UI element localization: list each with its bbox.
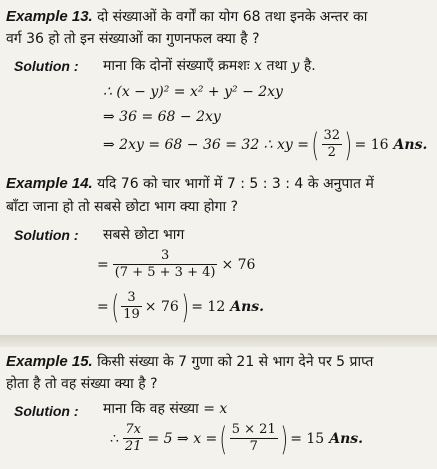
example-15-assumption	[103, 400, 227, 418]
example-15-answer-mark: Ans.	[329, 430, 364, 447]
example-13-assumption-text: माना कि दोनों संख्याएँ क्रमशः	[103, 58, 250, 74]
example-15-question-text-2: होता है तो वह संख्या क्या है ?	[6, 376, 158, 392]
example-15-step-2-mid: = 5 ⇒ x =	[147, 430, 218, 447]
example-13-step-2: ⇒ 36 = 68 − 2xy	[103, 109, 221, 125]
example-15-fraction-1-numerator: 7x	[123, 422, 144, 439]
example-14-question-line-1	[6, 175, 374, 193]
example-15-assumption-text: माना कि वह संख्या =	[103, 401, 215, 417]
example-15-solution-label: Solution :	[14, 403, 79, 419]
example-14-step-2-multiplier: × 76	[221, 256, 256, 273]
page-divider	[0, 335, 437, 347]
example-15-var-x: x	[219, 401, 228, 417]
example-13-solution-label: Solution :	[14, 58, 79, 74]
example-15-question-line-2	[6, 375, 158, 393]
example-15-step-2: ∴ $\frac{7x}{21}$ = 5 ⇒ x = ( $\frac{5 \times 21}{7}$ ) = 15 Ans.	[110, 419, 364, 458]
example-15-fraction-1	[123, 422, 144, 455]
example-13-answer-mark: Ans.	[393, 136, 428, 153]
example-14-fraction-2-numerator: 3	[121, 290, 142, 307]
example-14-step-2-equals: =	[97, 256, 109, 273]
example-14-result: = 12	[191, 298, 226, 315]
example-13-result: = 16	[354, 136, 389, 153]
example-14-fraction-1-numerator: 3	[113, 248, 218, 265]
example-13-assumption-end: है.	[303, 58, 316, 74]
example-13-question-text-1: दो संख्याओं के वर्गों का योग 68 तथा इनके अन्तर का	[97, 9, 368, 25]
example-15-therefore: ∴	[110, 430, 119, 447]
example-14-fraction-2	[121, 290, 142, 323]
example-13-fraction-numerator: 32	[323, 128, 341, 143]
example-13-label: Example 13.	[6, 8, 93, 25]
example-15-result: = 15	[290, 430, 325, 447]
example-14-question-line-2	[6, 198, 238, 216]
example-13-assumption	[103, 57, 316, 75]
example-15-label: Example 15.	[6, 353, 93, 370]
example-13-var-x: x	[254, 58, 263, 74]
example-13-var-y: y	[291, 58, 300, 74]
example-14-question-text-2: बाँटा जाना हो तो सबसे छोटा भाग क्या होगा ?	[6, 199, 239, 215]
example-15-fraction-1-denominator: 21	[124, 439, 142, 454]
example-13-solution-line-1	[14, 57, 79, 76]
example-14-step-3: = ( $\frac{3}{19}$ × 76 ) = 12 Ans.	[97, 287, 265, 326]
example-14-question-text-1: यदि 76 को चार भागों में 7 : 5 : 3 : 4 के अनुपात में	[97, 176, 374, 192]
example-14-solution-line-1	[14, 226, 79, 245]
example-15-fraction-2-numerator: 5 × 21	[231, 422, 276, 437]
example-13-step-3: ⇒ 2xy = 68 − 36 = 32 ∴ xy = ( $\frac{32}{2}$ ) = 16 Ans.	[103, 125, 428, 164]
example-14-answer-mark: Ans.	[230, 298, 265, 315]
example-14-step-3-equals: =	[97, 298, 109, 315]
example-14-solution-label: Solution :	[14, 227, 79, 243]
example-13-fraction	[322, 128, 343, 161]
example-13-step-3-text: ⇒ 2xy = 68 − 36 = 32 ∴ xy =	[103, 136, 310, 153]
example-13-question-text-2: वर्ग 36 हो तो इन संख्याओं का गुणनफल क्या है ?	[6, 31, 260, 47]
example-14-fraction-1-denominator: (7 + 5 + 3 + 4)	[114, 265, 216, 280]
example-14-step-1-text: सबसे छोटा भाग	[103, 227, 185, 243]
example-14-step-3-multiplier: × 76	[144, 298, 179, 315]
example-13-question-line-1	[6, 8, 367, 26]
example-15-fraction-2-denominator: 7	[249, 439, 258, 454]
example-14-step-2	[97, 248, 255, 288]
example-15-question-text-1: किसी संख्या के 7 गुणा को 21 से भाग देने पर 5 प्राप्त	[97, 354, 374, 370]
example-14-fraction-2-denominator: 19	[123, 307, 140, 322]
example-15-fraction-2	[230, 422, 278, 455]
example-13-fraction-denominator: 2	[327, 145, 336, 160]
example-15-solution-line-1	[14, 402, 79, 421]
example-13-step-1: ∴ (x − y)² = x² + y² − 2xy	[103, 84, 283, 100]
example-14-step-1	[103, 226, 184, 244]
example-13-question-line-2	[6, 30, 260, 48]
example-15-question-line-1	[6, 353, 373, 371]
example-14-label: Example 14.	[6, 175, 93, 192]
example-13-assumption-and: तथा	[266, 58, 288, 74]
example-14-fraction-1	[113, 248, 218, 281]
